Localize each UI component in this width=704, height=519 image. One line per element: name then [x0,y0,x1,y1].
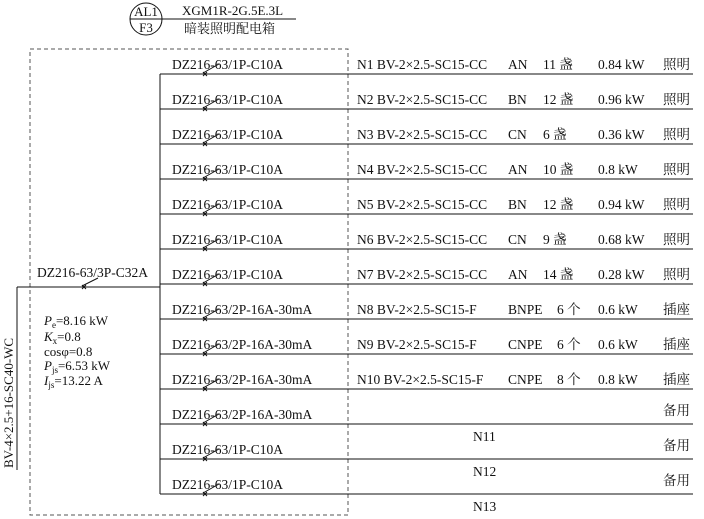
circuit-count-label: 12 盏 [543,92,574,107]
circuit-count-label: 6 盏 [543,127,567,142]
circuit-use-label: 照明 [663,197,690,212]
circuit-use-label: 备用 [663,473,690,488]
circuit-breaker-label: DZ216-63/2P-16A-30mA [172,372,313,387]
circuit-row [160,56,693,76]
panel-symbol-bottom: F3 [139,20,153,35]
pe-value: $P_e=8.16$ kW [44,313,109,330]
circuit-phase-label: CN [508,232,527,247]
circuit-use-label: 照明 [663,232,690,247]
circuit-breaker-label: DZ216-63/1P-C10A [172,92,283,107]
circuit-cable-label: N12 [473,464,497,479]
circuit-row [160,91,693,111]
panel-model: XGM1R-2G.5E.3L [182,3,284,18]
incoming-feeder [1,265,160,470]
load-calculation [43,313,111,390]
circuit-cable-label: N2 BV-2×2.5-SC15-CC [357,92,488,107]
circuit-breaker-label: DZ216-63/2P-16A-30mA [172,337,313,352]
circuit-cable-label: N3 BV-2×2.5-SC15-CC [357,127,488,142]
circuit-phase-label: BN [508,197,527,212]
circuit-row [160,403,693,444]
circuit-phase-label: AN [508,162,528,177]
circuit-power-label: 0.8 kW [598,372,638,387]
circuit-row [160,371,693,391]
circuit-power-label: 0.84 kW [598,57,645,72]
circuit-cable-label: N9 BV-2×2.5-SC15-F [357,337,477,352]
circuit-phase-label: CNPE [508,372,543,387]
circuit-breaker-label: DZ216-63/1P-C10A [172,57,283,72]
circuit-count-label: 10 盏 [543,162,574,177]
circuit-breaker-label: DZ216-63/1P-C10A [172,127,283,142]
circuit-row [160,196,693,216]
incoming-cable-label: BV-4×2.5+16-SC40-WC [1,337,16,468]
circuit-power-label: 0.94 kW [598,197,645,212]
circuit-use-label: 照明 [663,162,690,177]
circuit-breaker-label: DZ216-63/1P-C10A [172,267,283,282]
circuit-count-label: 14 盏 [543,267,574,282]
circuit-breaker-label: DZ216-63/1P-C10A [172,162,283,177]
circuit-breaker-label: DZ216-63/2P-16A-30mA [172,407,313,422]
circuit-breaker-label: DZ216-63/1P-C10A [172,197,283,212]
circuit-phase-label: AN [508,57,528,72]
circuit-count-label: 12 盏 [543,197,574,212]
panel-header [130,3,296,36]
circuit-use-label: 备用 [663,438,690,453]
circuit-row [160,126,693,146]
circuit-breaker-label: DZ216-63/2P-16A-30mA [172,302,313,317]
circuit-row [160,336,693,356]
circuit-row [160,266,693,286]
circuit-phase-label: BNPE [508,302,543,317]
cos-value: cosφ=0.8 [44,344,93,359]
circuit-phase-label: BN [508,92,527,107]
circuit-breaker-label: DZ216-63/1P-C10A [172,477,283,492]
circuit-cable-label: N1 BV-2×2.5-SC15-CC [357,57,488,72]
circuit-use-label: 照明 [663,267,690,282]
circuit-use-label: 插座 [663,337,690,352]
ijs-value: $I_{js}=13.22$ A [44,373,103,390]
circuit-cable-label: N10 BV-2×2.5-SC15-F [357,372,484,387]
circuit-row [160,161,693,181]
circuit-breaker-label: DZ216-63/1P-C10A [172,232,283,247]
panel-symbol-top: AL1 [134,4,158,19]
circuit-row [160,231,693,251]
circuit-count-label: 9 盏 [543,232,567,247]
circuit-use-label: 照明 [663,92,690,107]
circuit-cable-label: N7 BV-2×2.5-SC15-CC [357,267,488,282]
circuit-cable-label: N11 [473,429,496,444]
circuit-count-label: 6 个 [557,302,581,317]
circuit-power-label: 0.36 kW [598,127,645,142]
circuit-use-label: 插座 [663,372,690,387]
circuit-use-label: 插座 [663,302,690,317]
pjs-value: $P_{js}=6.53$ kW [44,358,111,375]
circuit-count-label: 8 个 [557,372,581,387]
circuit-row [160,473,693,514]
circuit-count-label: 6 个 [557,337,581,352]
circuit-cable-label: N13 [473,499,497,514]
circuit-power-label: 0.6 kW [598,302,638,317]
circuit-power-label: 0.8 kW [598,162,638,177]
circuit-cable-label: N5 BV-2×2.5-SC15-CC [357,197,488,212]
circuit-count-label: 11 盏 [543,57,573,72]
panel-description: 暗装照明配电箱 [184,21,276,36]
circuit-list [160,56,693,515]
circuit-use-label: 照明 [663,57,690,72]
circuit-power-label: 0.68 kW [598,232,645,247]
circuit-phase-label: CN [508,127,527,142]
circuit-use-label: 备用 [663,403,690,418]
circuit-phase-label: CNPE [508,337,543,352]
circuit-use-label: 照明 [663,127,690,142]
circuit-phase-label: AN [508,267,528,282]
main-breaker-label: DZ216-63/3P-C32A [37,265,148,280]
circuit-power-label: 0.6 kW [598,337,638,352]
circuit-breaker-label: DZ216-63/1P-C10A [172,442,283,457]
kx-value: $K_x=0.8$ [44,329,81,346]
circuit-power-label: 0.28 kW [598,267,645,282]
circuit-cable-label: N4 BV-2×2.5-SC15-CC [357,162,488,177]
circuit-cable-label: N8 BV-2×2.5-SC15-F [357,302,477,317]
circuit-cable-label: N6 BV-2×2.5-SC15-CC [357,232,488,247]
circuit-row [160,438,693,479]
circuit-power-label: 0.96 kW [598,92,645,107]
circuit-row [160,301,693,321]
